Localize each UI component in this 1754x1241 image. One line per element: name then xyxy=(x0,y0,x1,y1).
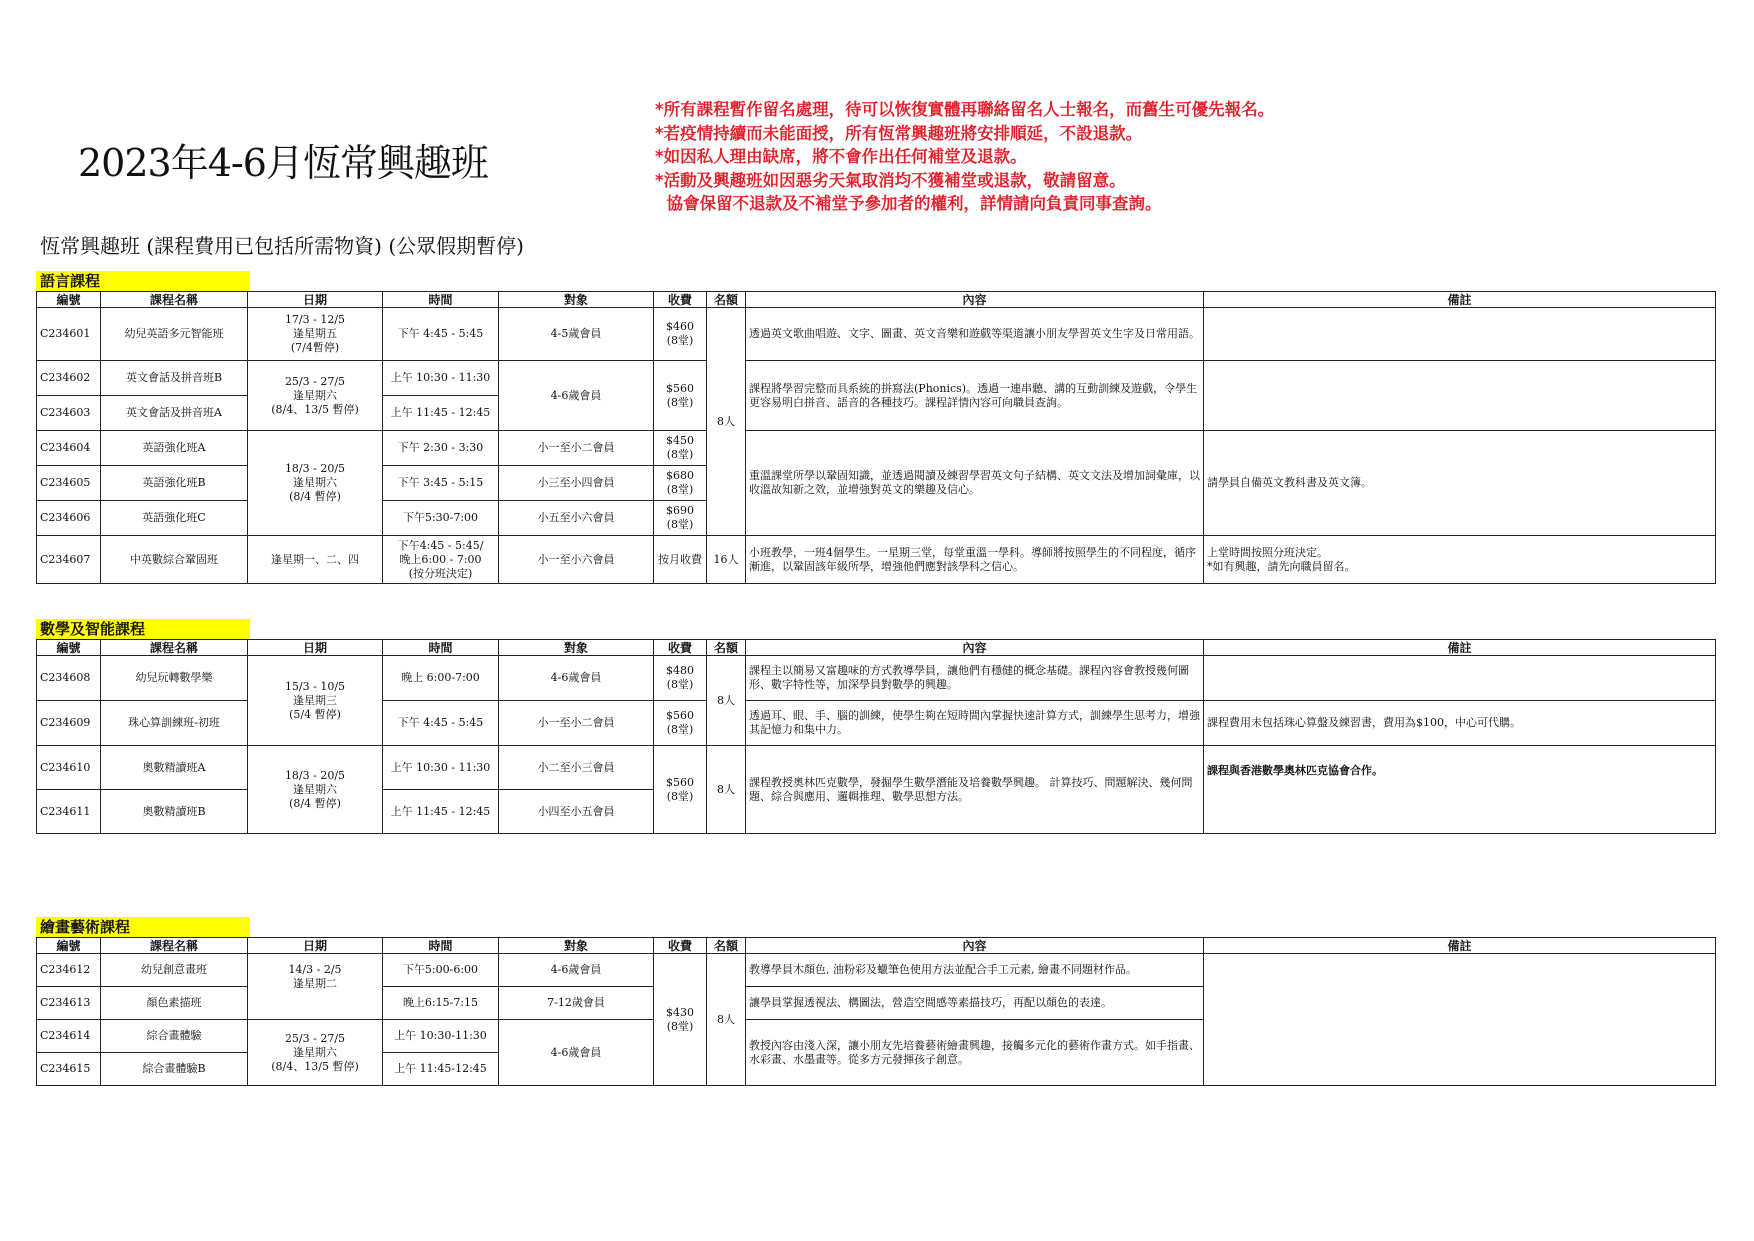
course-time: 下午 3:45 - 5:15 xyxy=(383,466,499,501)
course-date: 逢星期一、二、四 xyxy=(248,536,383,584)
header-content: 內容 xyxy=(746,640,1204,656)
course-target: 7-12歲會員 xyxy=(499,987,654,1020)
course-quota: 16人 xyxy=(707,536,746,584)
course-name: 英文會話及拼音班A xyxy=(101,396,248,431)
header-content: 內容 xyxy=(746,292,1204,308)
section-label: 繪畫藝術課程 xyxy=(36,917,250,937)
course-fee: $460 (8堂) xyxy=(654,308,707,361)
table-header-row xyxy=(37,640,1716,656)
table-row xyxy=(37,536,1716,584)
course-name: 中英數綜合鞏固班 xyxy=(101,536,248,584)
table-row xyxy=(37,954,1716,987)
header-target: 對象 xyxy=(499,292,654,308)
table-row xyxy=(37,431,1716,466)
course-target: 4-6歲會員 xyxy=(499,1020,654,1086)
header-date: 日期 xyxy=(248,640,383,656)
course-fee: $560 (8堂) xyxy=(654,746,707,834)
course-fee: $560 (8堂) xyxy=(654,701,707,746)
course-time: 上午 10:30 - 11:30 xyxy=(383,746,499,790)
header-remark: 備註 xyxy=(1204,938,1716,954)
course-time: 上午 10:30 - 11:30 xyxy=(383,361,499,396)
course-name: 奧數精讀班B xyxy=(101,790,248,834)
header-code: 編號 xyxy=(37,292,101,308)
notice-line: *活動及興趣班如因惡劣天氣取消均不獲補堂或退款，敬請留意。 xyxy=(655,170,1126,190)
course-target: 小一至小二會員 xyxy=(499,701,654,746)
course-code: C234611 xyxy=(37,790,101,834)
course-code: C234610 xyxy=(37,746,101,790)
course-code: C234605 xyxy=(37,466,101,501)
course-code: C234606 xyxy=(37,501,101,536)
course-fee: $560 (8堂) xyxy=(654,361,707,431)
course-name: 顏色素描班 xyxy=(101,987,248,1020)
course-table xyxy=(36,937,1716,1086)
course-time: 下午 4:45 - 5:45 xyxy=(383,308,499,361)
course-content: 教授內容由淺入深，讓小朋友先培養藝術繪畫興趣，接觸多元化的藝術作畫方式。如手指畫、水彩畫、水墨畫等。從多方元發揮孩子創意。 xyxy=(746,1020,1204,1086)
course-content: 課程將學習完整而具系統的拼寫法(Phonics)。透過一連串聽、講的互動訓練及遊戲，令學生更容易明白拼音、語音的各種技巧。課程詳情內容可向職員查詢。 xyxy=(746,361,1204,431)
header-code: 編號 xyxy=(37,640,101,656)
notice-line: *所有課程暫作留名處理，待可以恢復實體再聯絡留名人士報名，而舊生可優先報名。 xyxy=(655,100,1275,119)
course-time: 下午5:30-7:00 xyxy=(383,501,499,536)
course-target: 小二至小三會員 xyxy=(499,746,654,790)
course-time: 晚上 6:00-7:00 xyxy=(383,656,499,701)
course-quota: 8人 xyxy=(707,746,746,834)
course-date: 18/3 - 20/5 逢星期六 (8/4 暫停) xyxy=(248,746,383,834)
course-target: 4-5歲會員 xyxy=(499,308,654,361)
table-header-row xyxy=(37,938,1716,954)
course-name: 奧數精讀班A xyxy=(101,746,248,790)
course-content: 小班教學，一班4個學生。一星期三堂，每堂重溫一學科。導師將按照學生的不同程度，循序漸進，以鞏固該年級所學，增強他們應對該學科之信心。 xyxy=(746,536,1204,584)
course-target: 小四至小五會員 xyxy=(499,790,654,834)
course-remark xyxy=(1204,656,1716,701)
header-target: 對象 xyxy=(499,938,654,954)
table-row xyxy=(37,308,1716,361)
course-time: 下午4:45 - 5:45/ 晚上6:00 - 7:00 (按分班決定) xyxy=(383,536,499,584)
course-time: 上午 11:45 - 12:45 xyxy=(383,790,499,834)
course-date: 25/3 - 27/5 逢星期六 (8/4、13/5 暫停) xyxy=(248,361,383,431)
table-row xyxy=(37,656,1716,701)
course-fee: $690 (8堂) xyxy=(654,501,707,536)
header-name: 課程名稱 xyxy=(101,938,248,954)
course-content: 透過英文歌曲唱遊、文字、圖畫、英文音樂和遊戲等渠道讓小朋友學習英文生字及日常用語。 xyxy=(746,308,1204,361)
course-target: 小五至小六會員 xyxy=(499,501,654,536)
course-name: 幼兒創意畫班 xyxy=(101,954,248,987)
course-remark: 課程與香港數學奧林匹克協會合作。 xyxy=(1204,746,1716,834)
header-fee: 收費 xyxy=(654,292,707,308)
header-date: 日期 xyxy=(248,292,383,308)
page-subtitle: 恆常興趣班 (課程費用已包括所需物資) (公眾假期暫停) xyxy=(40,234,524,258)
header-remark: 備註 xyxy=(1204,292,1716,308)
course-code: C234607 xyxy=(37,536,101,584)
section-math xyxy=(36,619,1714,834)
table-row xyxy=(37,361,1716,396)
course-name: 幼兒英語多元智能班 xyxy=(101,308,248,361)
course-date: 14/3 - 2/5 逢星期二 xyxy=(248,954,383,1020)
section-art xyxy=(36,917,1714,1086)
course-time: 上午 10:30-11:30 xyxy=(383,1020,499,1053)
course-code: C234602 xyxy=(37,361,101,396)
course-content: 課程主以簡易又富趣味的方式教導學員，讓他們有穩健的概念基礎。課程內容會教授幾何圖形、數字特性等，加深學員對數學的興趣。 xyxy=(746,656,1204,701)
course-name: 英文會話及拼音班B xyxy=(101,361,248,396)
course-code: C234604 xyxy=(37,431,101,466)
section-label: 數學及智能課程 xyxy=(36,619,250,639)
course-table xyxy=(36,639,1716,834)
course-name: 幼兒玩轉數學樂 xyxy=(101,656,248,701)
course-name: 英語強化班B xyxy=(101,466,248,501)
table-row xyxy=(37,746,1716,790)
course-code: C234615 xyxy=(37,1053,101,1086)
notice-line: *若疫情持續而未能面授，所有恆常興趣班將安排順延，不設退款。 xyxy=(655,123,1143,143)
page-title: 2023年4-6月恆常興趣班 xyxy=(78,141,488,185)
notice-block xyxy=(655,98,1274,216)
notice-line: *如因私人理由缺席，將不會作出任何補堂及退款。 xyxy=(655,147,1027,166)
course-target: 4-6歲會員 xyxy=(499,954,654,987)
course-time: 下午 2:30 - 3:30 xyxy=(383,431,499,466)
header-target: 對象 xyxy=(499,640,654,656)
header-code: 編號 xyxy=(37,938,101,954)
course-date: 25/3 - 27/5 逢星期六 (8/4、13/5 暫停) xyxy=(248,1020,383,1086)
header-time: 時間 xyxy=(383,640,499,656)
course-date: 18/3 - 20/5 逢星期六 (8/4 暫停) xyxy=(248,431,383,536)
course-fee: $480 (8堂) xyxy=(654,656,707,701)
header-date: 日期 xyxy=(248,938,383,954)
header-quota: 名額 xyxy=(707,640,746,656)
course-fee: $680 (8堂) xyxy=(654,466,707,501)
course-code: C234612 xyxy=(37,954,101,987)
course-name: 綜合畫體驗 xyxy=(101,1020,248,1053)
course-quota: 8人 xyxy=(707,308,746,536)
course-content: 課程教授奧林匹克數學，發掘學生數學潛能及培養數學興趣。 計算技巧、問題解決、幾何問題、綜合與應用、邏輯推理、數學思想方法。 xyxy=(746,746,1204,834)
course-name: 英語強化班A xyxy=(101,431,248,466)
course-remark xyxy=(1204,361,1716,431)
notice-line: 協會保留不退款及不補堂予參加者的權利，詳情請向負責同事查詢。 xyxy=(655,194,1162,213)
section-label: 語言課程 xyxy=(36,271,250,291)
course-time: 晚上6:15-7:15 xyxy=(383,987,499,1020)
header-content: 內容 xyxy=(746,938,1204,954)
course-code: C234601 xyxy=(37,308,101,361)
header-name: 課程名稱 xyxy=(101,292,248,308)
course-target: 小一至小六會員 xyxy=(499,536,654,584)
course-fee: 按月收費 xyxy=(654,536,707,584)
course-table xyxy=(36,291,1716,584)
header-fee: 收費 xyxy=(654,938,707,954)
course-content: 教導學員木顏色, 油粉彩及蠟筆色使用方法並配合手工元素, 繪畫不同題材作品。 xyxy=(746,954,1204,987)
course-remark: 課程費用未包括珠心算盤及練習書，費用為$100，中心可代購。 xyxy=(1204,701,1716,746)
course-name: 珠心算訓練班-初班 xyxy=(101,701,248,746)
course-date: 17/3 - 12/5 逢星期五 (7/4暫停) xyxy=(248,308,383,361)
course-code: C234608 xyxy=(37,656,101,701)
header-time: 時間 xyxy=(383,938,499,954)
header-time: 時間 xyxy=(383,292,499,308)
course-time: 上午 11:45-12:45 xyxy=(383,1053,499,1086)
section-language xyxy=(36,271,1714,584)
course-time: 下午 4:45 - 5:45 xyxy=(383,701,499,746)
course-code: C234609 xyxy=(37,701,101,746)
header-quota: 名額 xyxy=(707,938,746,954)
course-fee: $450 (8堂) xyxy=(654,431,707,466)
course-date: 15/3 - 10/5 逢星期三 (5/4 暫停) xyxy=(248,656,383,746)
course-remark xyxy=(1204,308,1716,361)
header-name: 課程名稱 xyxy=(101,640,248,656)
header-quota: 名額 xyxy=(707,292,746,308)
course-content: 透過耳、眼、手、腦的訓練，使學生夠在短時間內掌握快速計算方式，訓練學生思考力，增強其記憶力和集中力。 xyxy=(746,701,1204,746)
header-fee: 收費 xyxy=(654,640,707,656)
course-code: C234603 xyxy=(37,396,101,431)
course-target: 小一至小二會員 xyxy=(499,431,654,466)
course-remark: 上堂時間按照分班決定。 *如有興趣，請先向職員留名。 xyxy=(1204,536,1716,584)
course-content: 重溫課堂所學以鞏固知識，並透過閱讀及練習學習英文句子結構、英文文法及增加詞彙庫，以收溫故知新之效，並增強對英文的樂趣及信心。 xyxy=(746,431,1204,536)
table-header-row xyxy=(37,292,1716,308)
course-time: 下午5:00-6:00 xyxy=(383,954,499,987)
course-content: 讓學員掌握透視法、構圖法，營造空間感等素描技巧，再配以顏色的表達。 xyxy=(746,987,1204,1020)
course-code: C234614 xyxy=(37,1020,101,1053)
course-target: 小三至小四會員 xyxy=(499,466,654,501)
course-time: 上午 11:45 - 12:45 xyxy=(383,396,499,431)
course-quota: 8人 xyxy=(707,954,746,1086)
course-target: 4-6歲會員 xyxy=(499,656,654,701)
header-remark: 備註 xyxy=(1204,640,1716,656)
course-quota: 8人 xyxy=(707,656,746,746)
course-target: 4-6歲會員 xyxy=(499,361,654,431)
course-code: C234613 xyxy=(37,987,101,1020)
course-name: 綜合畫體驗B xyxy=(101,1053,248,1086)
course-remark: 請學員自備英文教科書及英文簿。 xyxy=(1204,431,1716,536)
course-fee: $430 (8堂) xyxy=(654,954,707,1086)
course-name: 英語強化班C xyxy=(101,501,248,536)
course-remark xyxy=(1204,954,1716,1086)
